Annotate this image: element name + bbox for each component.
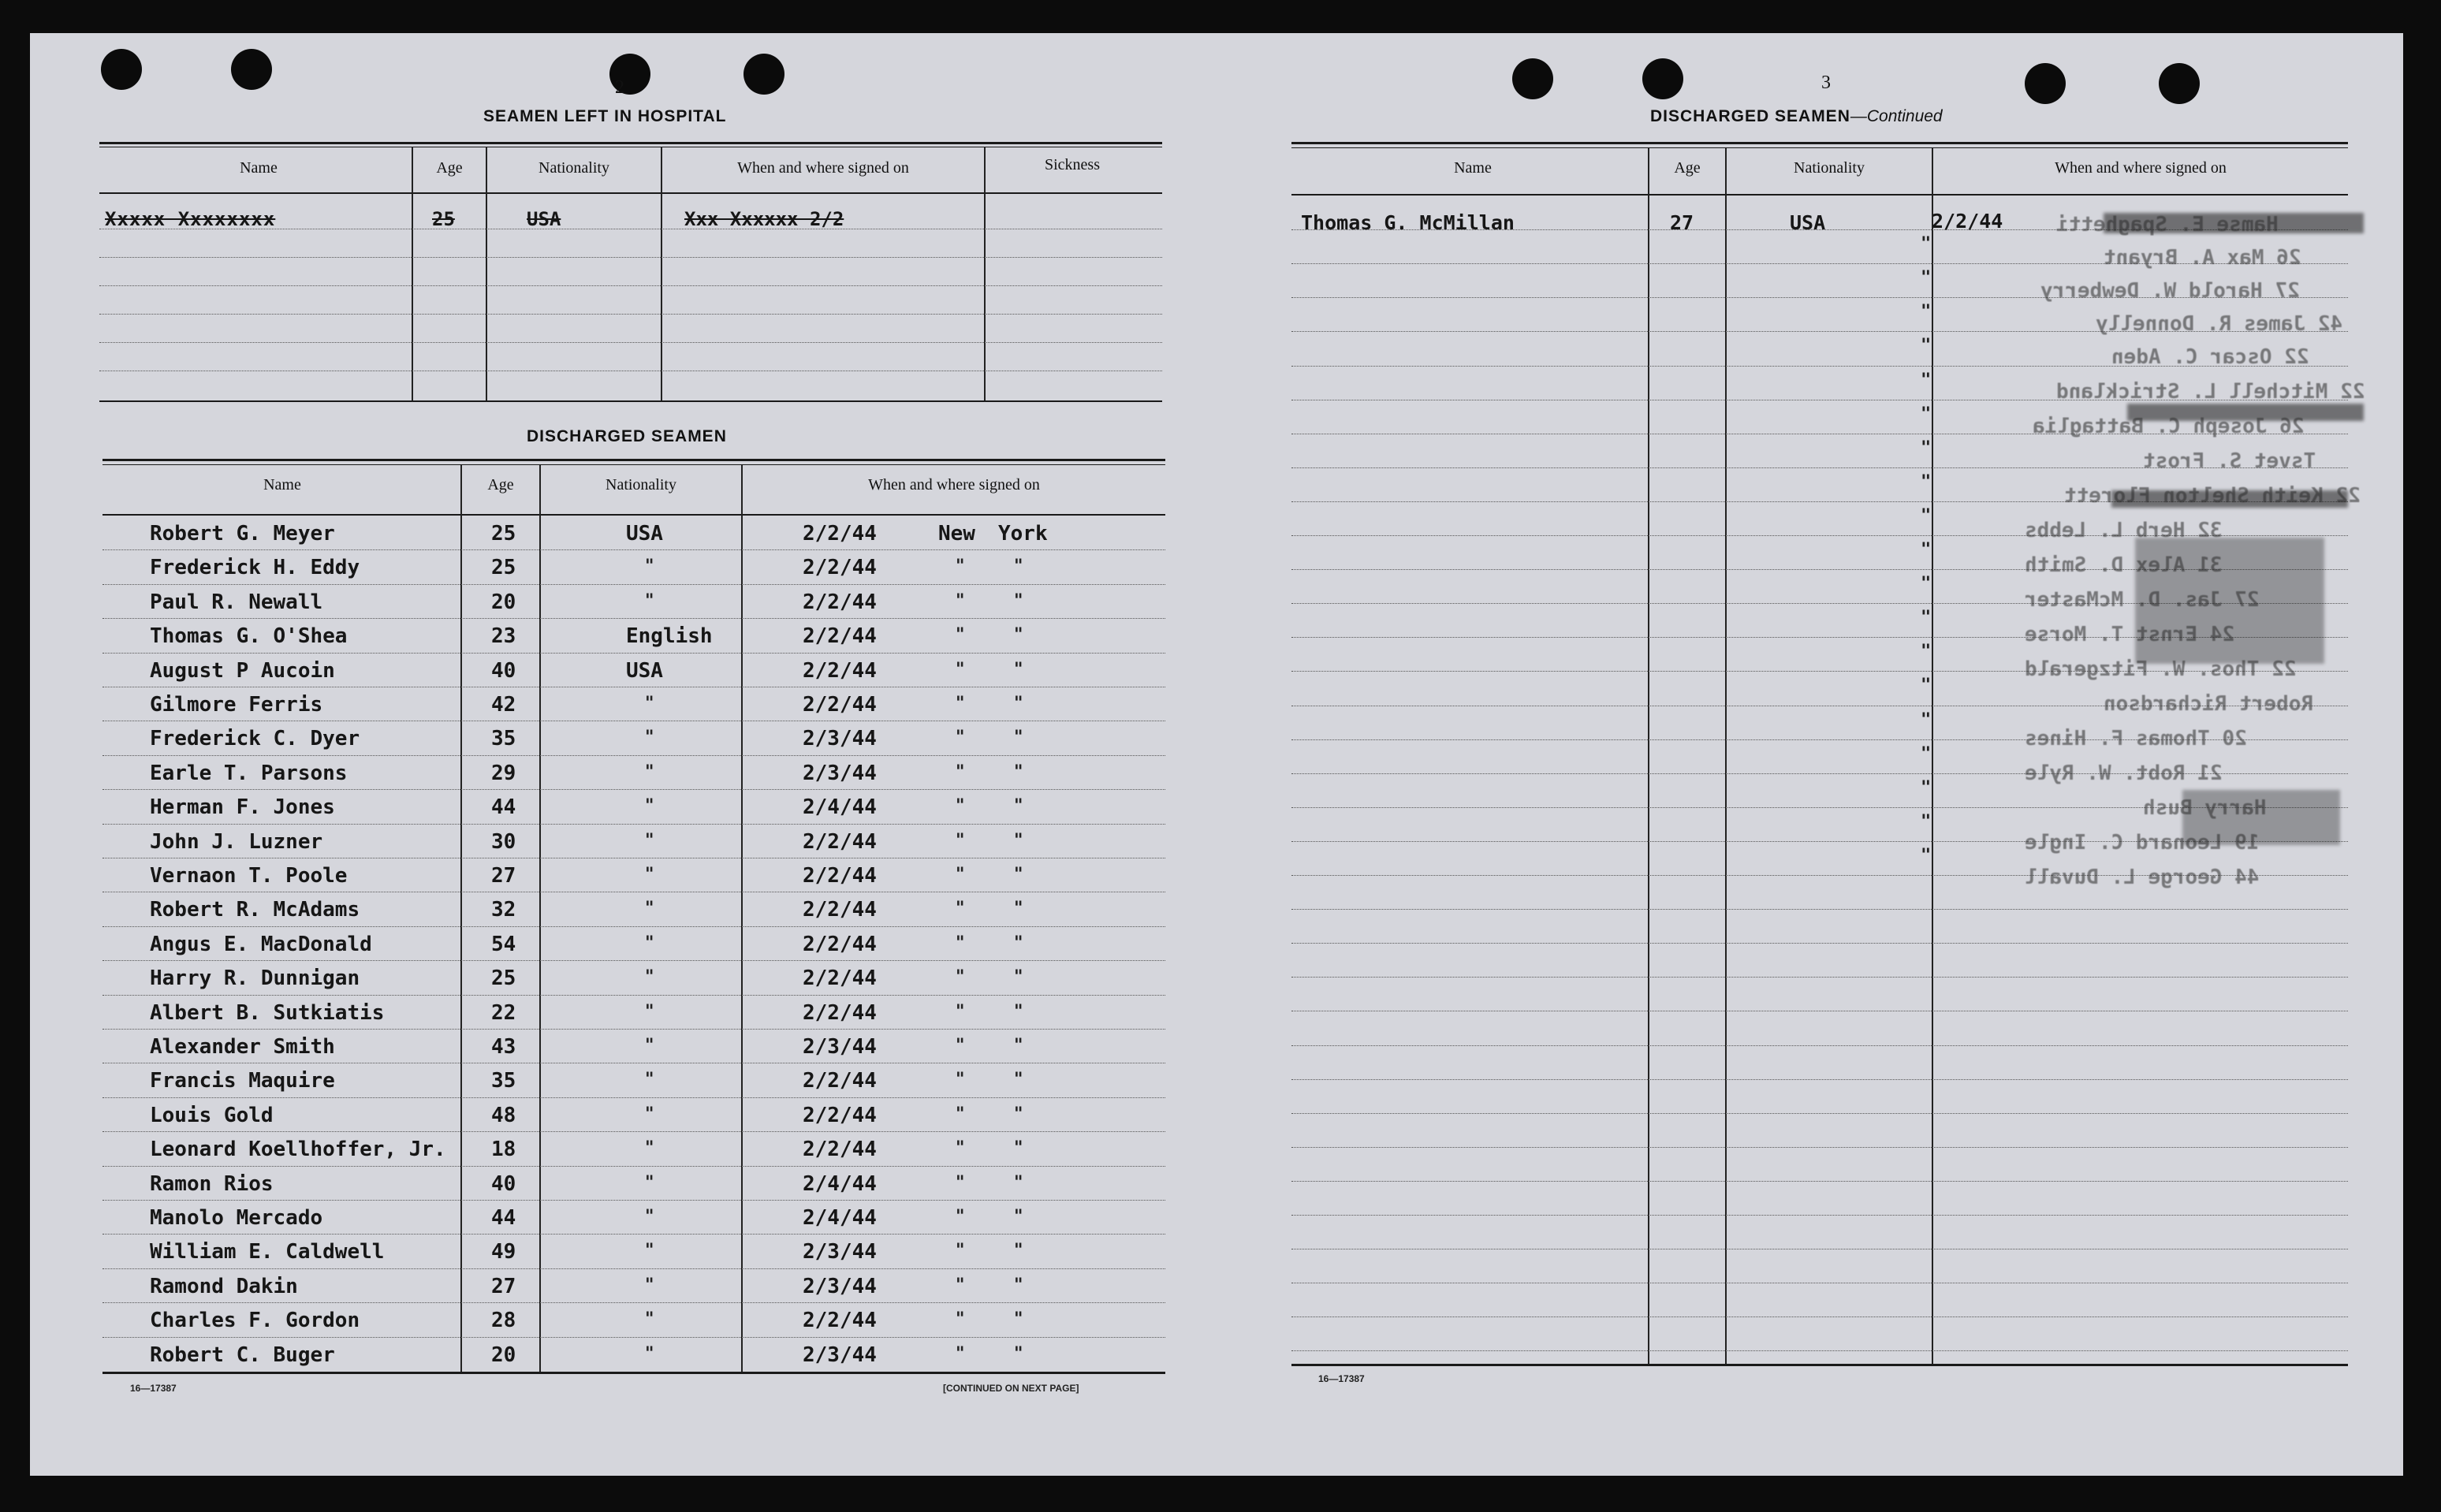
seaman-nationality: " <box>645 1138 654 1159</box>
seaman-age: 40 <box>491 1171 516 1196</box>
row-rule <box>102 1337 1165 1338</box>
row-rule <box>102 960 1165 961</box>
signed-date: 2/3/44 <box>803 1274 877 1298</box>
row-rule <box>99 314 1162 315</box>
signed-date: 2/2/44 <box>803 898 877 922</box>
seaman-nationality: " <box>645 1035 654 1056</box>
seaman-age: 22 <box>491 1000 516 1025</box>
seaman-age: 25 <box>491 522 516 546</box>
title-continued: —Continued <box>1850 107 1943 125</box>
signed-place-1: " <box>956 727 965 748</box>
signed-place-1: " <box>956 966 965 988</box>
seaman-nationality: " <box>645 829 654 851</box>
seaman-nationality: " <box>645 1240 654 1261</box>
header-nationality: Nationality <box>606 476 676 493</box>
signed-place-1: " <box>956 1309 965 1330</box>
header-name: Name <box>1454 159 1492 177</box>
seaman-name: Thomas G. O'Shea <box>150 624 348 649</box>
signed-place-2: York <box>998 522 1048 546</box>
signed-date: 2/2/44 <box>803 829 877 854</box>
ditto-mark: " <box>1921 268 1932 289</box>
page-number: 3 <box>1821 73 1831 93</box>
signed-place-1: " <box>956 556 965 577</box>
seaman-age: 32 <box>491 898 516 922</box>
signed-date: 2/2/44 <box>803 1103 877 1127</box>
ditto-mark: " <box>1921 438 1932 458</box>
row-rule <box>1291 977 2348 978</box>
signed-place-1: " <box>956 1343 965 1364</box>
row-rule <box>102 789 1165 790</box>
seaman-age: 18 <box>491 1138 516 1162</box>
seaman-name: William E. Caldwell <box>150 1240 385 1264</box>
signed-place-1: " <box>956 829 965 851</box>
seaman-age: 49 <box>491 1240 516 1264</box>
signed-date: 2/2/44 <box>803 864 877 888</box>
hospital-entry-name: Xxxxx Xxxxxxxx <box>105 208 276 230</box>
seaman-age: 44 <box>491 795 516 820</box>
header-sickness: Sickness <box>1045 156 1100 173</box>
ditto-mark: " <box>1921 642 1932 662</box>
signed-date: 2/2/44 <box>803 556 877 580</box>
signed-date: 2/3/44 <box>803 727 877 751</box>
signed-place-2: " <box>1014 898 1023 919</box>
seaman-nationality: " <box>645 795 654 817</box>
signed-place-1: " <box>956 1138 965 1159</box>
seaman-name: Robert C. Buger <box>150 1343 335 1367</box>
discharged-continued-title <box>1650 107 1943 126</box>
ditto-mark: " <box>1921 336 1932 356</box>
seaman-age: 48 <box>491 1103 516 1127</box>
row-rule <box>1291 1045 2348 1046</box>
seaman-name: Vernaon T. Poole <box>150 864 348 888</box>
header-age: Age <box>487 476 514 493</box>
header-nationality: Nationality <box>539 159 609 177</box>
ditto-mark: " <box>1921 471 1932 492</box>
signed-place-2: " <box>1014 1274 1023 1295</box>
hospital-entry-nationality: USA <box>527 208 561 230</box>
signed-place-2: " <box>1014 1171 1023 1193</box>
seaman-nationality: " <box>645 1103 654 1124</box>
seaman-age: 23 <box>491 624 516 649</box>
row-rule <box>1291 909 2348 910</box>
seaman-nationality: " <box>645 556 654 577</box>
signed-place-1: " <box>956 1171 965 1193</box>
seaman-age: 43 <box>491 1035 516 1059</box>
signed-date: 2/3/44 <box>803 761 877 785</box>
row-rule <box>102 824 1165 825</box>
ditto-mark: " <box>1921 370 1932 390</box>
signed-date: 2/2/44 <box>803 590 877 614</box>
seaman-name: Robert R. McAdams <box>150 898 360 922</box>
seaman-age: 44 <box>491 1206 516 1230</box>
signed-date: 2/2/44 <box>803 522 877 546</box>
page-number: 2 <box>615 77 624 98</box>
header-age: Age <box>436 159 463 177</box>
seaman-age: 28 <box>491 1309 516 1333</box>
signed-place-2: " <box>1014 829 1023 851</box>
signed-place-2: " <box>1014 727 1023 748</box>
seaman-age: 54 <box>491 932 516 956</box>
seaman-name: Leonard Koellhoffer, Jr. <box>150 1138 446 1162</box>
row-rule <box>1291 1181 2348 1182</box>
seaman-nationality: " <box>645 590 654 611</box>
signed-place-2: " <box>1014 966 1023 988</box>
seaman-age: 30 <box>491 829 516 854</box>
row-rule <box>102 1268 1165 1269</box>
seaman-nationality: " <box>645 727 654 748</box>
header-name: Name <box>263 476 301 493</box>
seaman-nationality: English <box>626 624 713 649</box>
signed-place-1: " <box>956 590 965 611</box>
signed-place-2: " <box>1014 795 1023 817</box>
signed-place-2: " <box>1014 556 1023 577</box>
header-name: Name <box>240 159 278 177</box>
ditto-mark: " <box>1921 811 1932 832</box>
signed-place-1: " <box>956 898 965 919</box>
signed-place-1: " <box>956 864 965 884</box>
row-rule <box>102 995 1165 996</box>
signed-date: 2/4/44 <box>803 1171 877 1196</box>
row-rule <box>102 1131 1165 1132</box>
signed-place-1: " <box>956 624 965 646</box>
header-nationality: Nationality <box>1794 159 1865 177</box>
row-rule <box>99 285 1162 286</box>
seaman-nationality: " <box>645 693 654 713</box>
signed-date: 2/2/44 <box>803 1138 877 1162</box>
form-number: 16—17387 <box>130 1383 177 1394</box>
seaman-name: Frederick C. Dyer <box>150 727 360 751</box>
signed-date: 2/2/44 <box>803 693 877 717</box>
signed-place-1: " <box>956 1206 965 1227</box>
seaman-name: Louis Gold <box>150 1103 274 1127</box>
ditto-mark: " <box>1921 709 1932 730</box>
signed-place-2: " <box>1014 1309 1023 1330</box>
signed-place-2: " <box>1014 1206 1023 1227</box>
seaman-nationality: " <box>645 1000 654 1022</box>
ditto-mark: " <box>1921 540 1932 560</box>
seaman-nationality: " <box>645 898 654 919</box>
seaman-name: John J. Luzner <box>150 829 323 854</box>
continued-note: [CONTINUED ON NEXT PAGE] <box>943 1383 1079 1394</box>
ditto-mark: " <box>1921 234 1932 255</box>
seaman-name: Charles F. Gordon <box>150 1309 360 1333</box>
signed-date: 2/2/44 <box>803 1000 877 1025</box>
seaman-name: Gilmore Ferris <box>150 693 323 717</box>
signed-date: 2/2/44 <box>803 658 877 683</box>
hospital-entry-signed: Xxx Xxxxxx 2/2 <box>684 208 844 230</box>
seaman-age: 35 <box>491 1069 516 1093</box>
signed-place-2: " <box>1014 1138 1023 1159</box>
seaman-nationality: USA <box>626 522 663 546</box>
signed-place-2: " <box>1014 932 1023 953</box>
row-rule <box>1291 1113 2348 1114</box>
signed-date: 2/2/44 <box>803 932 877 956</box>
row-rule <box>102 584 1165 585</box>
seaman-name: Ramond Dakin <box>150 1274 298 1298</box>
form-number: 16—17387 <box>1318 1373 1365 1384</box>
row-rule <box>1291 1316 2348 1317</box>
signed-date: 2/3/44 <box>803 1343 877 1367</box>
seaman-name: Ramon Rios <box>150 1171 274 1196</box>
header-signed-on: When and where signed on <box>868 476 1040 493</box>
signed-place-1: " <box>956 932 965 953</box>
signed-date: 2/4/44 <box>803 1206 877 1230</box>
signed-place-2: " <box>1014 761 1023 782</box>
signed-place-1: " <box>956 1274 965 1295</box>
seaman-age: 20 <box>491 590 516 614</box>
ditto-mark: " <box>1921 404 1932 424</box>
seaman-age: 27 <box>491 864 516 888</box>
signed-place-2: " <box>1014 590 1023 611</box>
signed-place-1: " <box>956 1069 965 1090</box>
signed-place-1: New <box>938 522 975 546</box>
row-rule <box>1291 1079 2348 1080</box>
seaman-name: Alexander Smith <box>150 1035 335 1059</box>
seaman-nationality: " <box>645 1309 654 1330</box>
signed-place-1: " <box>956 1000 965 1022</box>
signed-date: 2/2/44 <box>803 966 877 991</box>
signed-place-2: " <box>1014 864 1023 884</box>
signed-place-2: " <box>1014 1069 1023 1090</box>
signed-place-1: " <box>956 693 965 713</box>
signed-place-1: " <box>956 1103 965 1124</box>
seaman-nationality: " <box>645 1171 654 1193</box>
signed-date: 2/2/44 <box>803 1309 877 1333</box>
row-rule <box>102 1166 1165 1167</box>
row-rule <box>102 1302 1165 1303</box>
header-age: Age <box>1674 159 1701 177</box>
header-signed-on: When and where signed on <box>2055 159 2227 177</box>
row-rule <box>99 342 1162 343</box>
signed-place-1: " <box>956 761 965 782</box>
entry-nationality: USA <box>1790 211 1826 234</box>
seaman-name: Herman F. Jones <box>150 795 335 820</box>
signed-place-2: " <box>1014 624 1023 646</box>
seaman-nationality: " <box>645 932 654 953</box>
seaman-nationality: " <box>645 1069 654 1090</box>
row-rule <box>102 618 1165 619</box>
seaman-age: 40 <box>491 658 516 683</box>
row-rule <box>102 1097 1165 1098</box>
row-rule <box>102 653 1165 654</box>
seaman-nationality: " <box>645 1343 654 1364</box>
row-rule <box>102 926 1165 927</box>
left-page <box>30 33 1213 1476</box>
seaman-name: Robert G. Meyer <box>150 522 335 546</box>
signed-date: 2/2/44 <box>803 1069 877 1093</box>
signed-date: 2/3/44 <box>803 1240 877 1264</box>
signed-place-2: " <box>1014 1343 1023 1364</box>
ditto-mark: " <box>1921 777 1932 798</box>
row-rule <box>102 1234 1165 1235</box>
document-sheet <box>30 33 2403 1476</box>
title-main: DISCHARGED SEAMEN <box>1650 107 1850 125</box>
discharged-section-title: DISCHARGED SEAMEN <box>527 427 727 445</box>
seaman-age: 20 <box>491 1343 516 1367</box>
signed-date: 2/2/44 <box>803 624 877 649</box>
seaman-name: Harry R. Dunnigan <box>150 966 360 991</box>
seaman-name: Frederick H. Eddy <box>150 556 360 580</box>
row-rule <box>102 755 1165 756</box>
signed-place-2: " <box>1014 693 1023 713</box>
signed-date: 2/4/44 <box>803 795 877 820</box>
row-rule <box>99 257 1162 258</box>
ditto-mark: " <box>1921 505 1932 526</box>
row-rule <box>1291 943 2348 944</box>
row-rule <box>102 1200 1165 1201</box>
row-rule <box>1291 1147 2348 1148</box>
signed-place-1: " <box>956 1035 965 1056</box>
seaman-age: 25 <box>491 966 516 991</box>
entry-date: 2/2/44 <box>1932 210 2003 233</box>
hospital-section-title: SEAMEN LEFT IN HOSPITAL <box>483 107 727 125</box>
row-rule <box>1291 1215 2348 1216</box>
seaman-name: Earle T. Parsons <box>150 761 348 785</box>
signed-place-1: " <box>956 658 965 680</box>
seaman-nationality: " <box>645 1206 654 1227</box>
seaman-age: 27 <box>491 1274 516 1298</box>
seaman-age: 35 <box>491 727 516 751</box>
seaman-name: Francis Maquire <box>150 1069 335 1093</box>
right-page: 3 DISCHARGED SEAMEN—Continued Name Age Nationality When and where signed on " " " " " " " " " " " " " " " " " " " Thomas G. McMillan 27 USA 2/2/44 Hamse E. Spaghetti 26 Max A. Bryant 27 Harold W. Dewberry 42 James R. Donnelly 22 Oscar C. Aden 22 Mitchell L. Strickland 26 Joseph C. Battaglia Tsvet S. Frost 22 Keith Shelton Florett 32 Herb L. Lebbs 31 Alex D. Smith 27 Jas. D. McMaster 24 Ernst T. Morse 22 Thos. W. Fitzgerald Robert Richardson 20 Thomas F. Hines 21 Robt. W. Ryle Harry Bush 19 Leonard C. Ingle 44 George L. Duvall 16—17387 <box>1213 33 2403 1476</box>
seaman-nationality: " <box>645 1274 654 1295</box>
row-rule <box>102 1029 1165 1030</box>
seaman-name: Albert B. Sutkiatis <box>150 1000 385 1025</box>
entry-name: Thomas G. McMillan <box>1301 211 1515 234</box>
signed-place-2: " <box>1014 1103 1023 1124</box>
signed-date: 2/3/44 <box>803 1035 877 1059</box>
ditto-mark: " <box>1921 676 1932 696</box>
signed-place-2: " <box>1014 658 1023 680</box>
ditto-mark: " <box>1921 743 1932 764</box>
signed-place-2: " <box>1014 1240 1023 1261</box>
seaman-name: Paul R. Newall <box>150 590 323 614</box>
hospital-entry-age: 25 <box>432 208 455 230</box>
seaman-nationality: " <box>645 761 654 782</box>
signed-place-1: " <box>956 795 965 817</box>
seaman-nationality: USA <box>626 658 663 683</box>
ditto-mark: " <box>1921 574 1932 594</box>
signed-place-2: " <box>1014 1035 1023 1056</box>
seaman-name: Angus E. MacDonald <box>150 932 372 956</box>
seaman-name: August P Aucoin <box>150 658 335 683</box>
seaman-nationality: " <box>645 966 654 988</box>
ditto-mark: " <box>1921 302 1932 322</box>
seaman-nationality: " <box>645 864 654 884</box>
row-rule <box>1291 1350 2348 1351</box>
seaman-name: Manolo Mercado <box>150 1206 323 1230</box>
seaman-age: 25 <box>491 556 516 580</box>
seaman-age: 42 <box>491 693 516 717</box>
row-rule <box>102 549 1165 550</box>
ditto-mark: " <box>1921 845 1932 866</box>
header-signed-on: When and where signed on <box>737 159 909 177</box>
entry-age: 27 <box>1670 211 1694 234</box>
ditto-mark: " <box>1921 608 1932 628</box>
signed-place-1: " <box>956 1240 965 1261</box>
signed-place-2: " <box>1014 1000 1023 1022</box>
seaman-age: 29 <box>491 761 516 785</box>
